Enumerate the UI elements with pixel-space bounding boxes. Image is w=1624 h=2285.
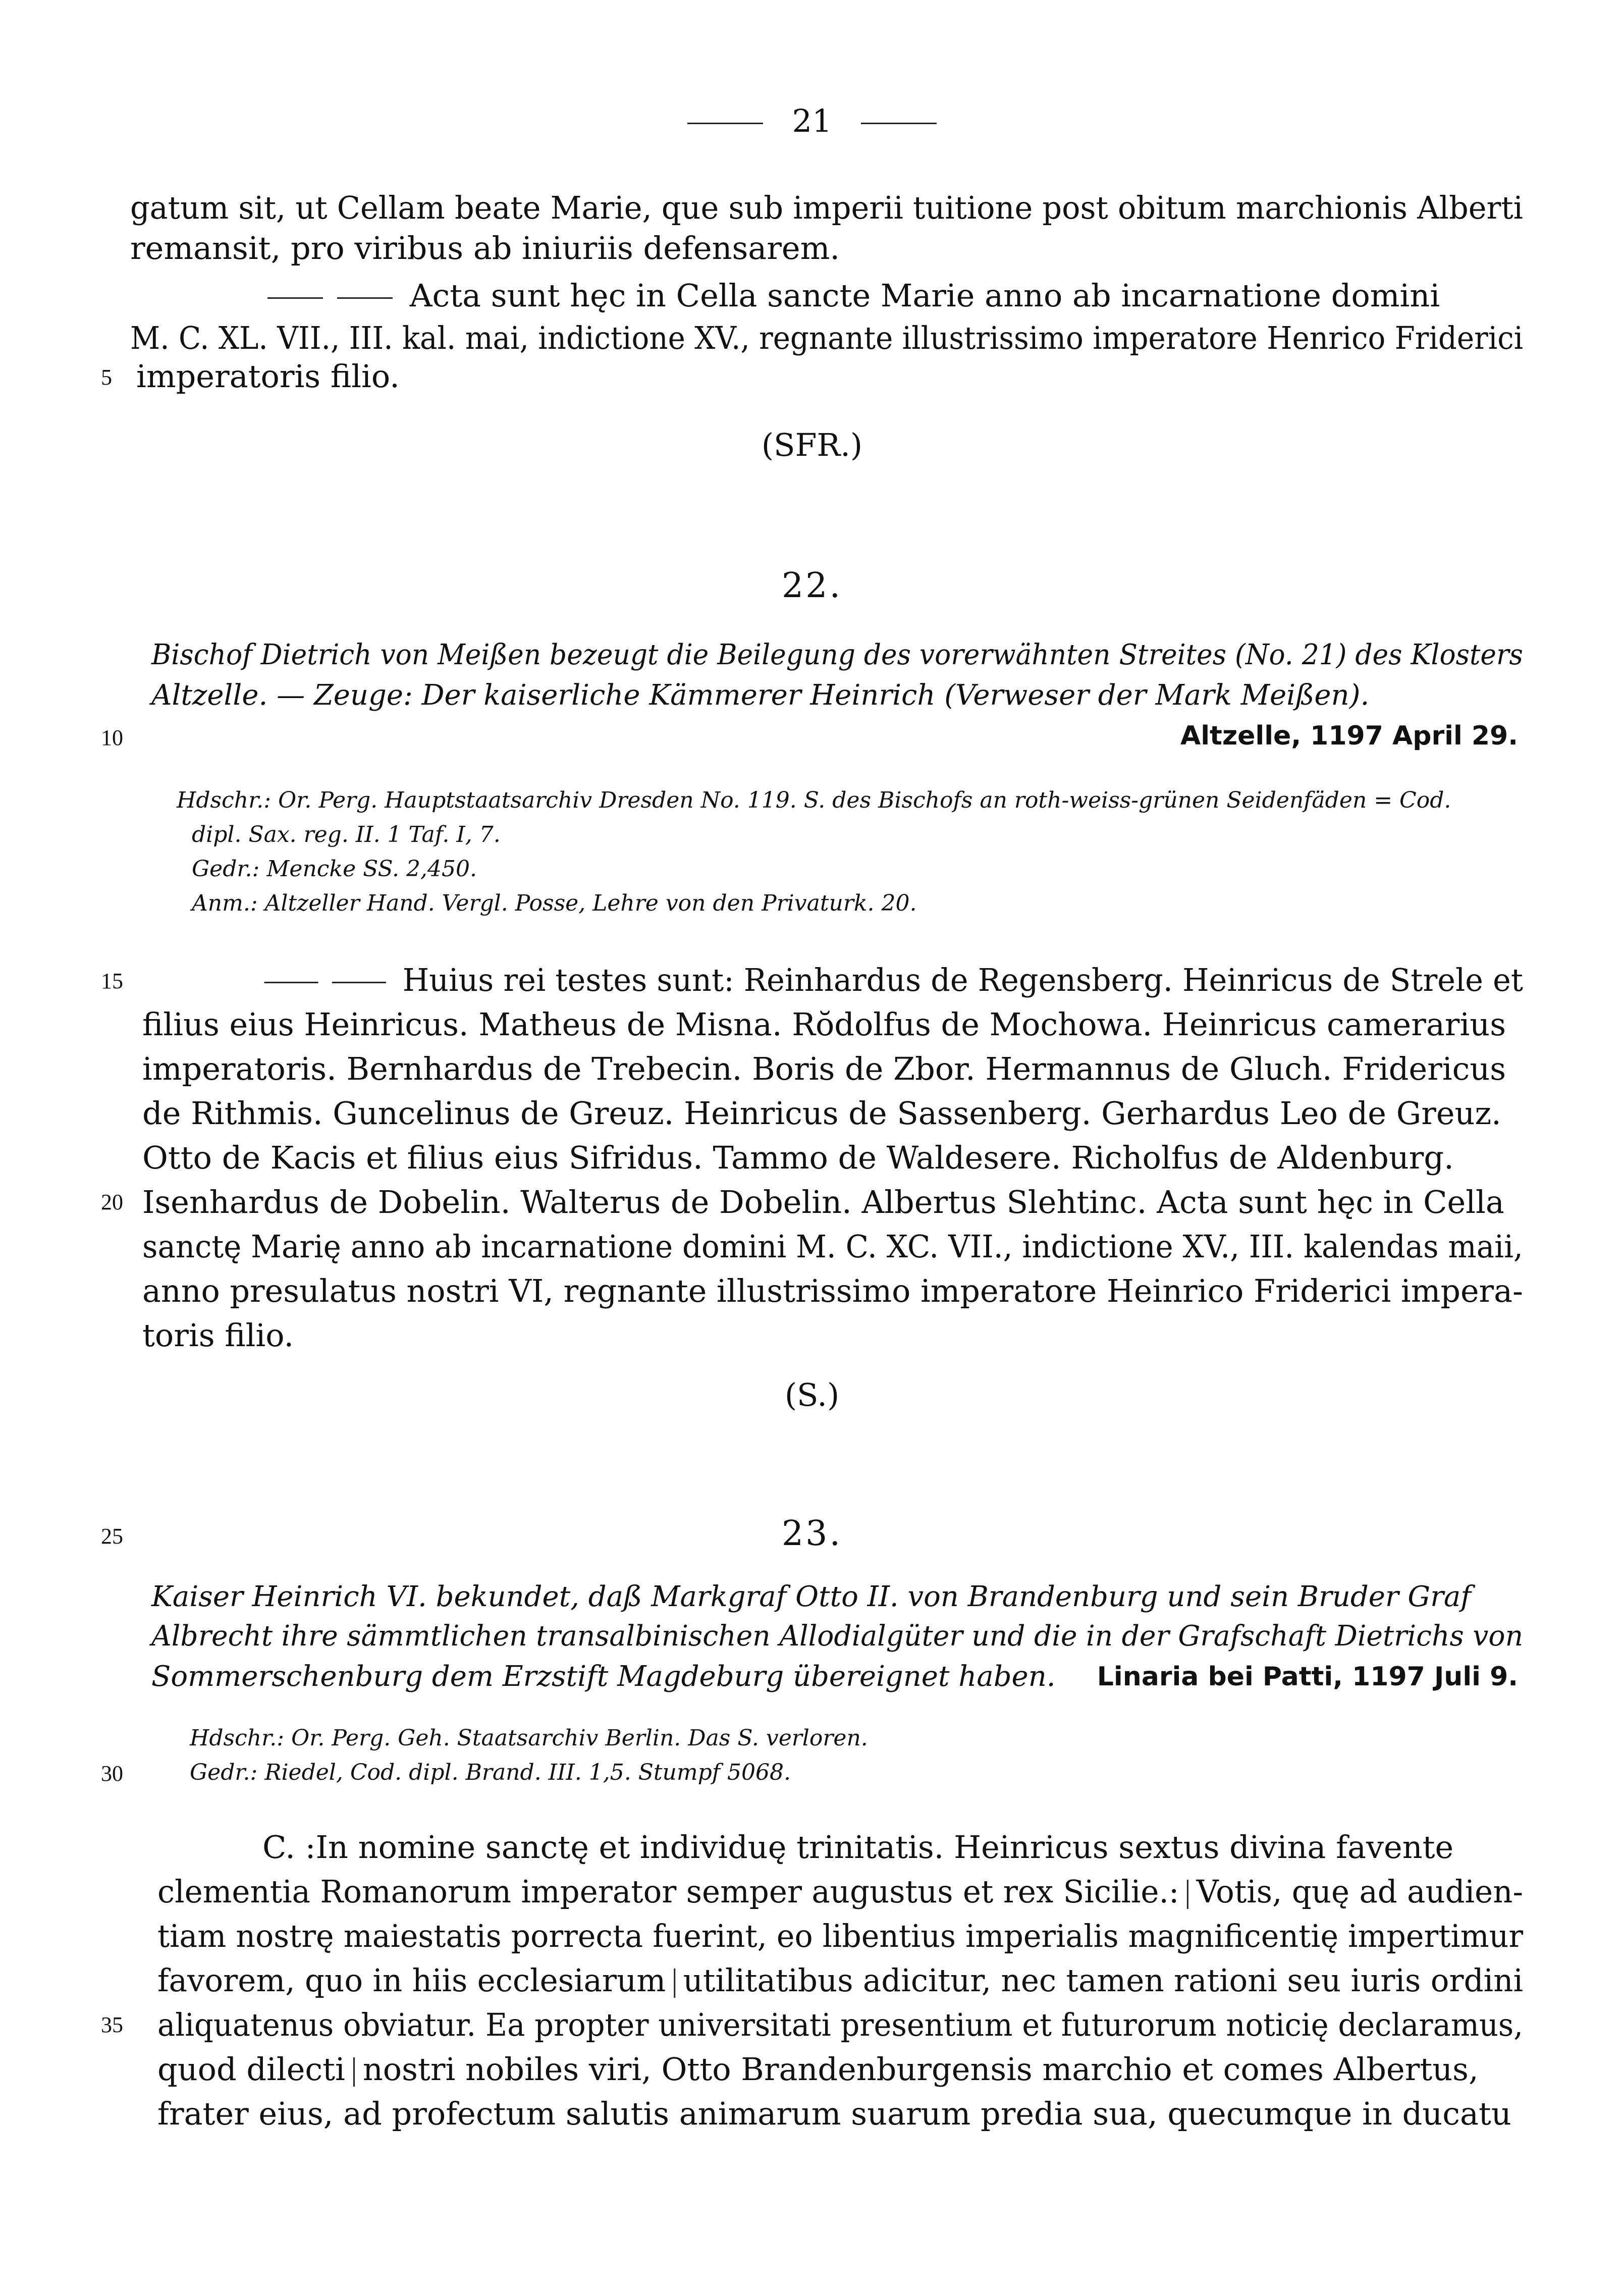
page-number: 21	[792, 102, 832, 139]
line-number: 20	[101, 1190, 123, 1214]
text-line-content: nostri nobiles viri, Otto Brandenburgensis marchio et comes Albertus,	[362, 2051, 1479, 2088]
line-separator	[674, 1969, 675, 1998]
line-separator	[353, 2057, 355, 2087]
em-dash	[332, 982, 386, 983]
text-line: C. :In nomine sanctę et individuę trinitatis. Heinricus sextus divina favente	[262, 1829, 1454, 1866]
text-line	[157, 1960, 1523, 2001]
text-line: remansit, pro viribus ab iniuriis defensarem.	[130, 230, 840, 267]
document-number: 23.	[781, 1514, 843, 1554]
text-line: sanctę Marię anno ab incarnatione domini M. C. XC. VII., indictione XV., III. kalendas maii,	[142, 1228, 1523, 1265]
regest-line: Kaiser Heinrich VI. bekundet, daß Markgraf Otto II. von Brandenburg und sein Bruder Graf	[151, 1580, 1472, 1613]
text-line: imperatoris. Bernhardus de Trebecin. Boris de Zbor. Hermannus de Gluch. Fridericus	[142, 1050, 1506, 1087]
text-line: anno presulatus nostri VI, regnante illustrissimo imperatore Heinrico Friderici impera-	[142, 1272, 1523, 1309]
apparatus-note: Hdschr.: Or. Perg. Geh. Staatsarchiv Berlin. Das S. verloren.	[190, 1725, 868, 1751]
text-line: aliquatenus obviatur. Ea propter universitati presentium et futurorum noticię declaramus,	[157, 2006, 1524, 2043]
page-header	[0, 101, 1624, 141]
text-line-content: clementia Romanorum imperator semper augustus et rex Sicilie.:	[157, 1873, 1179, 1910]
siglum: (S.)	[784, 1376, 840, 1413]
text-line-content: Acta sunt hęc in Cella sancte Marie anno ab incarnatione domini	[409, 277, 1440, 314]
line-number: 10	[101, 725, 123, 750]
line-number: 5	[101, 365, 112, 390]
text-line	[157, 2049, 1479, 2090]
apparatus-note: dipl. Sax. reg. II. 1 Taf. I, 7.	[192, 822, 501, 847]
regest-line: Bischof Dietrich von Meißen bezeugt die Beilegung des vorerwähnten Streites (No. 21) des Klosters	[151, 639, 1523, 671]
apparatus-note: Anm.: Altzeller Hand. Vergl. Posse, Lehre von den Privaturk. 20.	[192, 890, 917, 916]
document-number: 22.	[781, 566, 843, 606]
text-line: gatum sit, ut Cellam beate Marie, que sub imperii tuitione post obitum marchionis Alberti	[130, 189, 1523, 226]
text-line: Otto de Kacis et filius eius Sifridus. Tammo de Waldesere. Richolfus de Aldenburg.	[142, 1139, 1454, 1176]
header-rule-left	[687, 123, 763, 124]
text-line	[257, 960, 1523, 1000]
text-line-content: utilitatibus adicitur, nec tamen rationi seu iuris ordini	[683, 1962, 1523, 1999]
text-line: Isenhardus de Dobelin. Walterus de Dobelin. Albertus Slehtinc. Acta sunt hęc in Cella	[142, 1184, 1504, 1220]
text-line	[260, 276, 1440, 316]
apparatus-note: Hdschr.: Or. Perg. Hauptstaatsarchiv Dresden No. 119. S. des Bischofs an roth-weiss-grünen Seidenfäden = Cod.	[177, 787, 1451, 813]
regest-line: Albrecht ihre sämmtlichen transalbinischen Allodialgüter und die in der Grafschaft Dietrichs von	[151, 1620, 1524, 1653]
text-line-content: quod dilecti	[157, 2051, 345, 2088]
apparatus-note: Gedr.: Riedel, Cod. dipl. Brand. III. 1,5. Stumpf 5068.	[190, 1760, 791, 1785]
place-date: Linaria bei Patti, 1197 Juli 9.	[1097, 1662, 1518, 1692]
em-dash	[264, 982, 318, 983]
text-line: frater eius, ad profectum salutis animarum suarum predia sua, quecumque in ducatu	[157, 2095, 1511, 2132]
siglum: (SFR.)	[761, 427, 863, 463]
line-number: 15	[101, 969, 123, 993]
line-number: 30	[101, 1761, 123, 1786]
place-date: Altzelle, 1197 April 29.	[1180, 721, 1518, 751]
text-line: tiam nostrę maiestatis porrecta fuerint, eo libentius imperialis magnificentię impertimur	[157, 1918, 1524, 1954]
regest-line: Sommerschenburg dem Erzstift Magdeburg übereignet haben.	[151, 1660, 1056, 1693]
text-line: imperatoris filio.	[136, 358, 400, 395]
text-line-content: Votis, quę ad audien-	[1196, 1873, 1524, 1910]
text-line-content: Huius rei testes sunt: Reinhardus de Regensberg. Heinricus de Strele et	[402, 962, 1524, 998]
apparatus-note: Gedr.: Mencke SS. 2,450.	[192, 856, 477, 882]
line-number: 25	[101, 1524, 123, 1549]
text-line: filius eius Heinricus. Matheus de Misna. Rŏdolfus de Mochowa. Heinricus camerarius	[142, 1006, 1506, 1043]
regest-line: Altzelle. — Zeuge: Der kaiserliche Kämmerer Heinrich (Verweser der Mark Meißen).	[151, 679, 1370, 712]
em-dash	[337, 297, 393, 299]
text-line: M. C. XL. VII., III. kal. mai, indictione XV., regnante illustrissimo imperatore Henrico Friderici	[130, 320, 1524, 356]
text-line: de Rithmis. Guncelinus de Greuz. Heinricus de Sassenberg. Gerhardus Leo de Greuz.	[142, 1095, 1501, 1132]
text-line	[157, 1872, 1523, 1912]
text-line-content: favorem, quo in hiis ecclesiarum	[157, 1962, 666, 1999]
header-rule-right	[861, 123, 937, 124]
line-separator	[1187, 1880, 1188, 1909]
line-number: 35	[101, 2012, 123, 2037]
em-dash	[267, 297, 323, 299]
text-line: toris filio.	[142, 1317, 294, 1354]
